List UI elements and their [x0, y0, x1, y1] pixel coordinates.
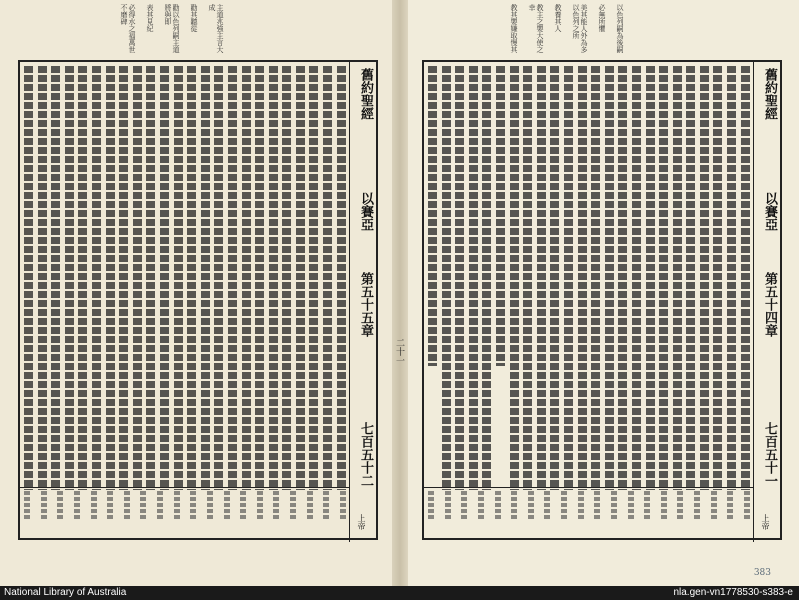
chapter-label: 第五十四章 — [762, 272, 777, 337]
right-page — [400, 0, 799, 586]
left-top-notes — [120, 4, 224, 56]
left-text-columns — [24, 66, 346, 492]
right-text-frame — [422, 60, 782, 540]
book-name: 以賽亞 — [358, 192, 373, 231]
book-title: 舊約聖經 — [358, 68, 373, 120]
page-number: 七百五十二 — [358, 422, 373, 487]
top-note: 美其能人外為多以色列之所 — [572, 4, 588, 53]
left-body-text — [20, 62, 350, 492]
right-text-columns — [428, 66, 750, 492]
book-gutter — [392, 0, 408, 586]
top-note: 教其嬰嫌取慢其 — [510, 4, 518, 53]
item-identifier: nla.gen-vn1778530-s383-e — [673, 587, 793, 598]
right-cross-references — [424, 487, 754, 538]
top-note: 勸以色列嗣主道將與即 — [164, 4, 180, 53]
left-page — [0, 0, 398, 586]
footer-mark: 上帝 — [357, 514, 366, 530]
right-top-notes — [510, 4, 624, 56]
top-note: 必得水之福萬世不磨碑 — [120, 4, 136, 53]
scan-page-number: 383 — [753, 568, 771, 578]
top-note: 必無所懼 — [598, 4, 606, 32]
page-number: 七百五十一 — [762, 422, 777, 487]
top-note: 以色列嗣為後嗣 — [616, 4, 624, 53]
chapter-label: 第五十五章 — [358, 272, 373, 337]
top-note: 表其見紀 — [146, 4, 154, 32]
book-title: 舊約聖經 — [762, 68, 777, 120]
left-text-frame — [18, 60, 378, 540]
top-note: 教主之嬰大使之幸 — [528, 4, 544, 53]
top-note: 勸其聽從 — [190, 4, 198, 32]
footer-mark: 上帝 — [761, 514, 770, 530]
attribution-bar — [0, 586, 799, 600]
left-running-head — [349, 62, 376, 542]
book-name: 以賽亞 — [762, 192, 777, 231]
right-running-head — [753, 62, 780, 542]
right-body-text — [424, 62, 754, 492]
left-cross-references — [20, 487, 350, 538]
top-note: 主道兆強主言大成 — [208, 4, 224, 53]
gutter-mark: 二十一 — [394, 338, 404, 365]
top-note: 教養其人 — [554, 4, 562, 32]
library-name: National Library of Australia — [4, 587, 127, 598]
